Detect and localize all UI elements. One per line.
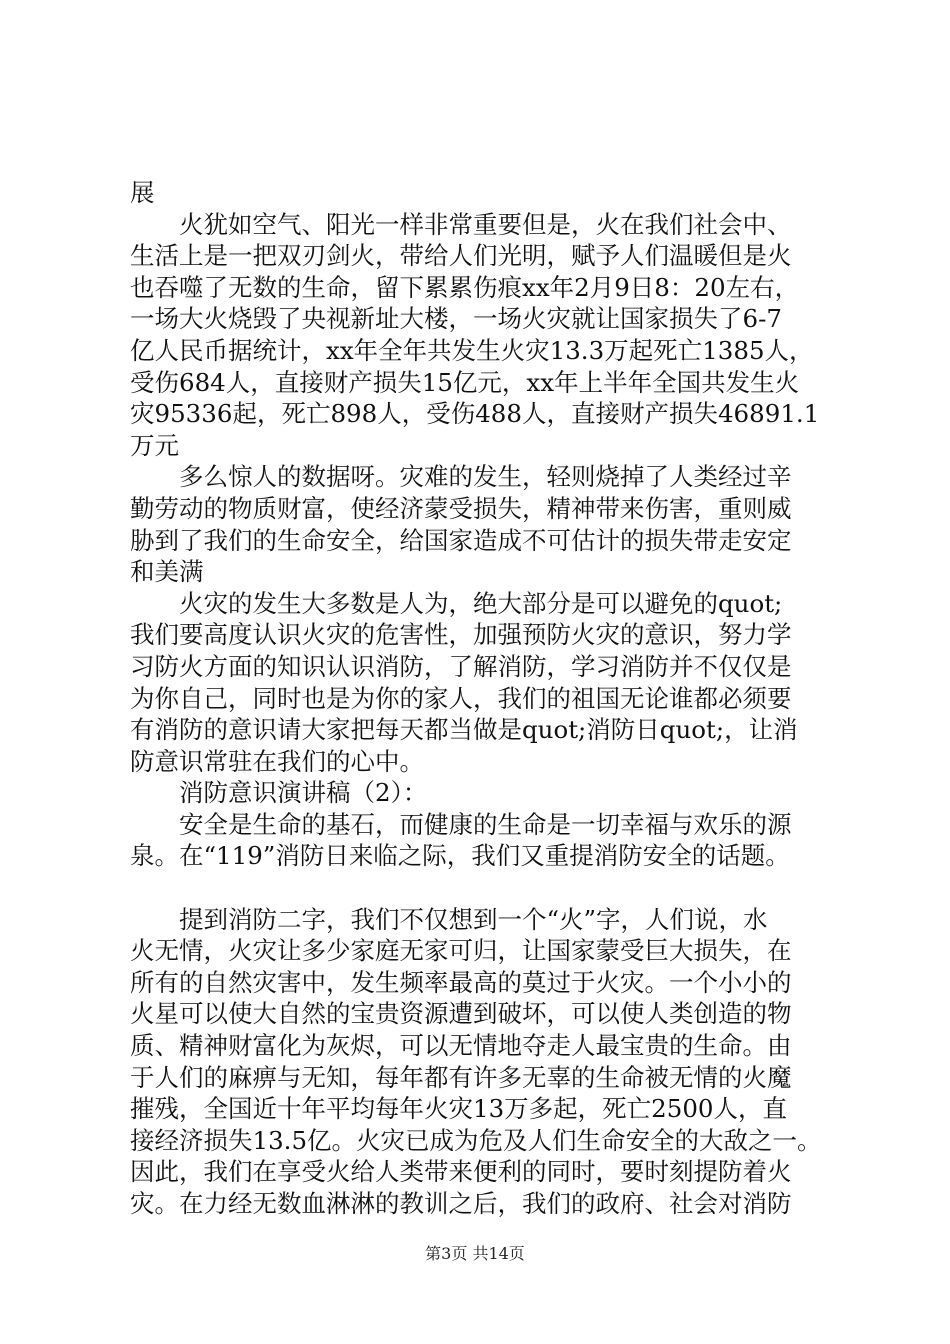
text-line: 火灾的发生大多数是人为，绝大部分是可以避免的quot;	[130, 588, 783, 618]
document-body	[130, 177, 830, 1220]
text-line: 多么惊人的数据呀。灾难的发生，轻则烧掉了人类经过辛	[130, 462, 792, 492]
blank-line	[130, 872, 830, 904]
text-line: 灾。在力经无数血淋淋的教训之后，我们的政府、社会对消防	[130, 1189, 792, 1218]
text-line: 受伤684人，直接财产损失15亿元，xx年上半年全国共发生火	[130, 367, 800, 397]
text-line: 摧残，全国近十年平均每年火灾13万多起，死亡2500人，直	[130, 1094, 788, 1124]
text-line: 也吞噬了无数的生命，留下累累伤痕xx年2月9日8：20左右，	[130, 272, 800, 302]
text-line: 习防火方面的知识认识消防，了解消防，学习消防并不仅仅是	[130, 651, 792, 681]
text-line: 胁到了我们的生命安全，给国家造成不可估计的损失带走安定	[130, 525, 792, 555]
text-line: 接经济损失13.5亿。火灾已成为危及人们生命安全的大敌之一。	[130, 1125, 822, 1155]
text-line: 泉。在“119”消防日来临之际，我们又重提消防安全的话题。	[130, 841, 790, 871]
text-line: 展	[130, 178, 155, 207]
text-line: 有消防的意识请大家把每天都当做是quot;消防日quot;，让消	[130, 715, 798, 745]
text-line: 于人们的麻痹与无知，每年都有许多无辜的生命被无情的火魔	[130, 1062, 792, 1092]
text-line: 防意识常驻在我们的心中。	[130, 746, 424, 776]
text-line: 质、精神财富化为灰烬，可以无情地夺走人最宝贵的生命。由	[130, 1031, 792, 1061]
page-number-footer: 第3页 共14页	[425, 1244, 525, 1263]
text-line: 亿人民币据统计，xx年全年共发生火灾13.3万起死亡1385人，	[130, 335, 814, 365]
text-line: 我们要高度认识火灾的危害性，加强预防火灾的意识，努力学	[130, 620, 792, 650]
text-line: 安全是生命的基石，而健康的生命是一切幸福与欢乐的源	[130, 809, 792, 839]
text-line: 火星可以使大自然的宝贵资源遭到破坏，可以使人类创造的物	[130, 999, 792, 1029]
text-line: 消防意识演讲稿（2）：	[130, 778, 428, 808]
text-line: 因此，我们在享受火给人类带来便利的同时，要时刻提防着火	[130, 1157, 792, 1187]
text-line: 灾95336起，死亡898人，受伤488人，直接财产损失46891.1	[130, 399, 820, 429]
text-line: 万元	[130, 430, 179, 460]
text-line: 火无情，火灾让多少家庭无家可归，让国家蒙受巨大损失，在	[130, 936, 792, 966]
text-line: 火犹如空气、阳光一样非常重要但是，火在我们社会中、	[130, 209, 792, 239]
text-line: 为你自己，同时也是为你的家人，我们的祖国无论谁都必须要	[130, 683, 792, 713]
text-line: 勤劳动的物质财富，使经济蒙受损失，精神带来伤害，重则威	[130, 493, 792, 523]
text-line: 和美满	[130, 557, 204, 587]
text-line: 提到消防二字，我们不仅想到一个“火”字，人们说，水	[130, 904, 768, 934]
text-line: 生活上是一把双刃剑火，带给人们光明，赋予人们温暖但是火	[130, 241, 792, 271]
text-line: 所有的自然灾害中，发生频率最高的莫过于火灾。一个小小的	[130, 967, 792, 997]
text-line: 一场大火烧毁了央视新址大楼，一场火灾就让国家损失了6-7	[130, 304, 782, 334]
